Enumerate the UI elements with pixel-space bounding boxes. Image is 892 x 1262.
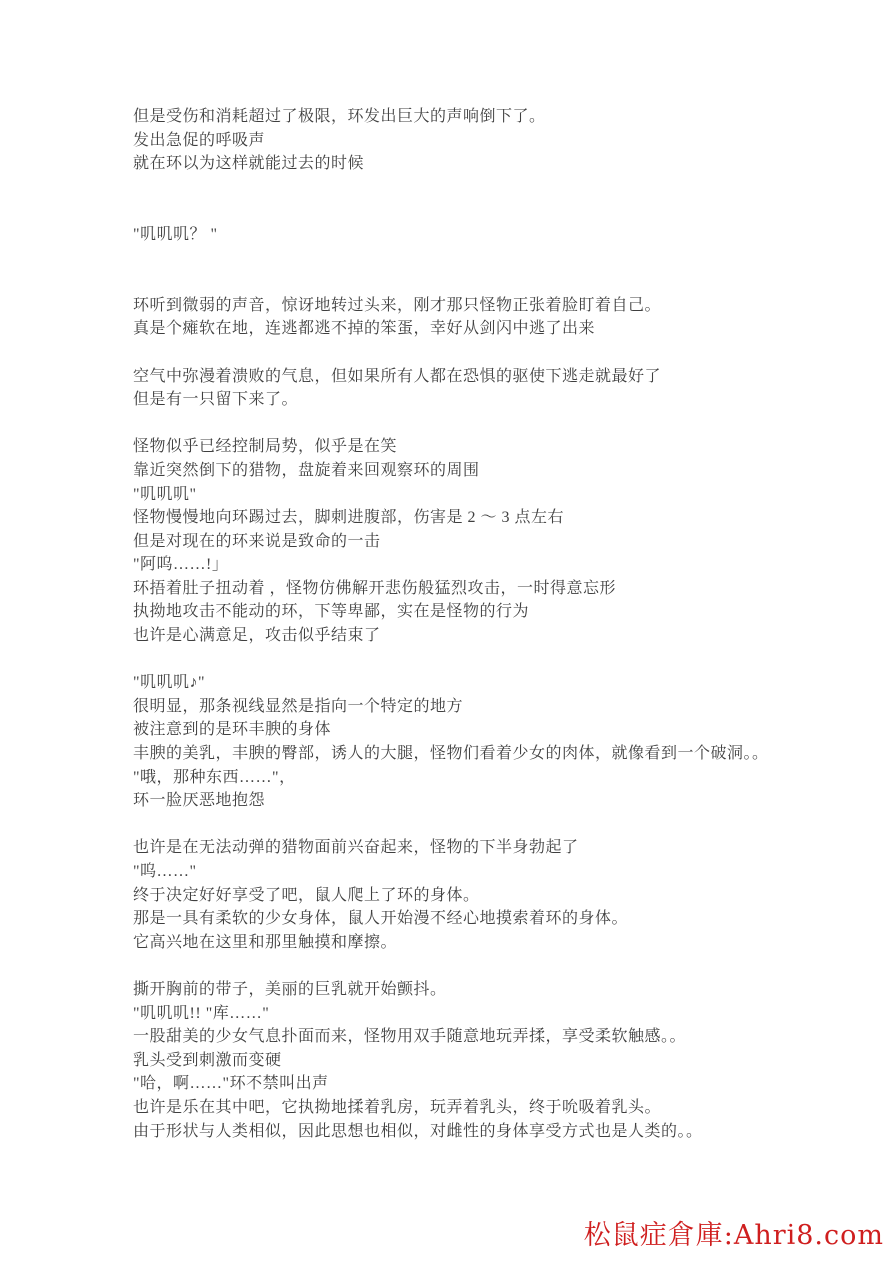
text-line: 撕开胸前的带子，美丽的巨乳就开始颤抖。 <box>133 980 447 998</box>
text-line: 执拗地攻击不能动的环，下等卑鄙，实在是怪物的行为 <box>133 603 530 621</box>
text-line: 空气中弥漫着溃败的气息，但如果所有人都在恐惧的驱使下逃走就最好了 <box>133 367 662 385</box>
text-line: 靠近突然倒下的猎物，盘旋着来回观察环的周围 <box>133 461 480 479</box>
paragraph <box>133 294 833 341</box>
text-line: 那是一具有柔软的少女身体，鼠人开始漫不经心地摸索着环的身体。 <box>133 910 629 928</box>
text-line: 也许是乐在其中吧，它执拗地揉着乳房，玩弄着乳头，终于吮吸着乳头。 <box>133 1098 662 1116</box>
paragraph <box>133 223 833 247</box>
site-watermark: 松鼠症倉庫:Ahri8.com <box>583 1220 884 1251</box>
text-line: 环捂着肚子扭动着 ，怪物仿佛解开悲伤般猛烈攻击，一时得意忘形 <box>133 579 617 597</box>
text-line: 但是受伤和消耗超过了极限，环发出巨大的声响倒下了。 <box>133 108 546 125</box>
text-line: 乳头受到刺激而变硬 <box>133 1051 282 1069</box>
text-line: 怪物慢慢地向环踢过去，脚刺进腹部，伤害是 2 ～ 3 点左右 <box>133 509 565 527</box>
text-line: 也许是在无法动弹的猎物面前兴奋起来，怪物的下半身勃起了 <box>133 839 579 857</box>
text-document <box>133 105 833 1143</box>
text-line: "叽叽叽" <box>133 485 197 503</box>
text-line: "叽叽叽♪" <box>133 674 206 692</box>
text-line: 被注意到的是环丰腴的身体 <box>133 721 332 739</box>
text-line: 真是个瘫软在地，连逃都逃不掉的笨蛋，幸好从剑闪中逃了出来 <box>133 320 596 338</box>
text-line: 但是有一只留下来了。 <box>133 391 299 409</box>
text-line: 环一脸厌恶地抱怨 <box>133 792 266 810</box>
paragraph <box>133 105 833 176</box>
text-line: "呜……" <box>133 863 197 880</box>
text-line: 怪物似乎已经控制局势，似乎是在笑 <box>133 438 398 456</box>
text-line: "阿呜……!」 <box>133 556 229 574</box>
text-line: 就在环以为这样就能过去的时候 <box>133 155 365 173</box>
paragraph <box>133 671 833 813</box>
paragraph <box>133 978 833 1143</box>
paragraph <box>133 435 833 647</box>
text-line: "叽叽叽!! "库……" <box>133 1004 270 1022</box>
text-line: "哈，啊……"环不禁叫出声 <box>133 1075 329 1093</box>
text-line: 终于决定好好享受了吧，鼠人爬上了环的身体。 <box>133 886 480 904</box>
paragraph <box>133 365 833 412</box>
text-line: 发出急促的呼吸声 <box>133 131 266 149</box>
text-line: "哦，那种东西……"， <box>133 768 296 786</box>
text-line: 一股甜美的少女气息扑面而来，怪物用双手随意地玩弄揉，享受柔软触感。。 <box>133 1028 687 1046</box>
text-line: 但是对现在的环来说是致命的一击 <box>133 532 381 550</box>
text-line: 也许是心满意足，攻击似乎结束了 <box>133 627 381 645</box>
text-line: 它高兴地在这里和那里触摸和摩擦。 <box>133 933 398 951</box>
text-line: 环听到微弱的声音，惊讶地转过头来，刚才那只怪物正张着脸盯着自己。 <box>133 296 662 314</box>
text-line: "叽叽叽？ " <box>133 225 218 243</box>
text-line: 丰腴的美乳，丰腴的臀部，诱人的大腿，怪物们看着少女的肉体，就像看到一个破洞。。 <box>133 745 769 763</box>
text-line: 由于形状与人类相似，因此思想也相似，对雌性的身体享受方式也是人类的。。 <box>133 1122 703 1140</box>
text-line: 很明显，那条视线显然是指向一个特定的地方 <box>133 697 464 715</box>
paragraph <box>133 836 833 954</box>
